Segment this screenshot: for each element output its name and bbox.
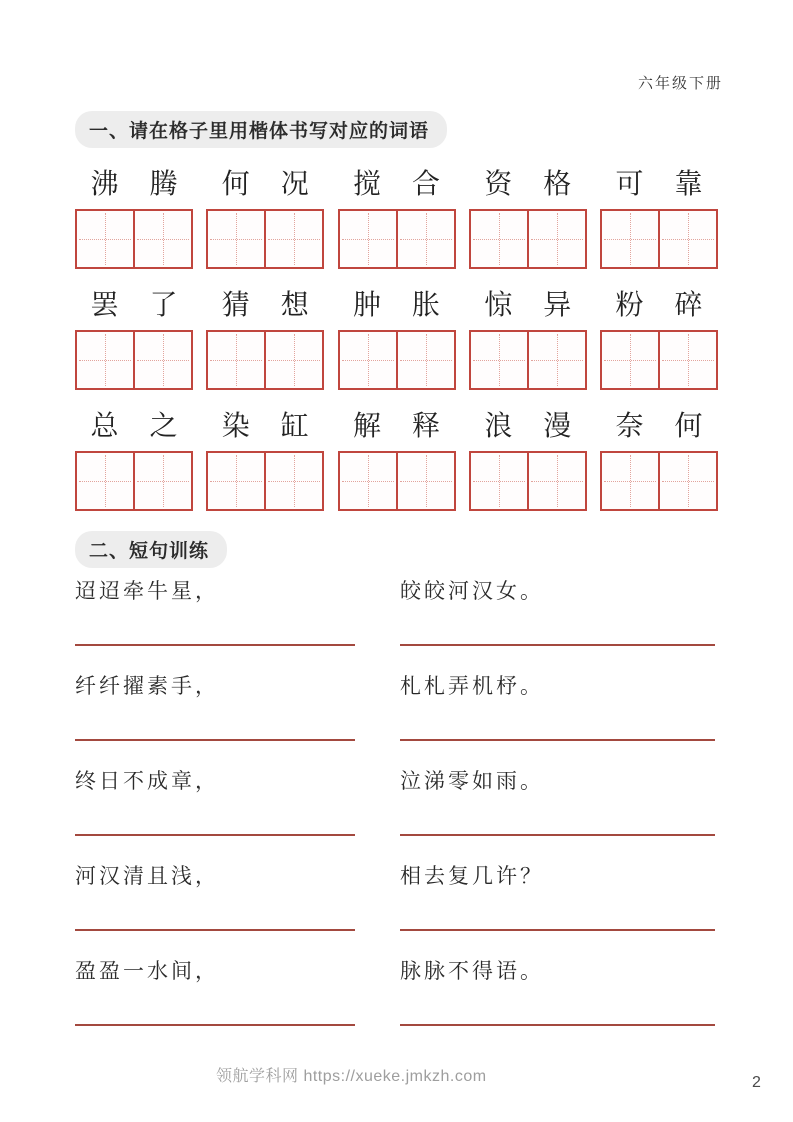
answer-line (400, 834, 715, 836)
sentence-text: 纤纤擢素手， (75, 674, 219, 698)
grid-cell (471, 211, 527, 267)
word-char: 染 (221, 411, 250, 442)
sentence-text: 皎皎河汉女。 (400, 579, 544, 603)
writing-grid (338, 209, 456, 269)
grid-cell (602, 332, 658, 388)
grid-cell (658, 453, 716, 509)
word-char: 想 (280, 290, 309, 321)
grid-cell (133, 211, 191, 267)
grid-cell (208, 211, 264, 267)
grid-cell (264, 211, 322, 267)
writing-grid (469, 330, 587, 390)
word-char: 异 (543, 290, 572, 321)
sentence-text: 终日不成章， (75, 769, 219, 793)
section1-title: 一、请在格子里用楷体书写对应的词语 (75, 111, 447, 148)
sentence-text: 盈盈一水间， (75, 959, 219, 983)
word-label (469, 411, 587, 442)
sentence-text: 札札弄机杼。 (400, 674, 544, 698)
word-unit (75, 169, 193, 269)
word-label (75, 169, 193, 200)
word-char: 浪 (484, 411, 513, 442)
writing-grid (338, 330, 456, 390)
grid-cell (264, 332, 322, 388)
word-unit (600, 290, 718, 390)
answer-line (75, 739, 355, 741)
word-char: 何 (674, 411, 703, 442)
word-label (600, 169, 718, 200)
word-char: 胀 (411, 290, 440, 321)
grid-cell (658, 211, 716, 267)
word-char: 可 (615, 169, 644, 200)
word-char: 释 (411, 411, 440, 442)
writing-grid (75, 330, 193, 390)
writing-grid (600, 451, 718, 511)
word-unit (206, 290, 324, 390)
word-label (75, 290, 193, 321)
writing-grid (600, 330, 718, 390)
word-char: 缸 (280, 411, 309, 442)
word-char: 合 (411, 169, 440, 200)
answer-line (400, 739, 715, 741)
word-char: 何 (221, 169, 250, 200)
sentence-training-grid (75, 576, 718, 1026)
header-grade-label: 六年级下册 (637, 76, 723, 92)
answer-line (400, 929, 715, 931)
word-char: 了 (149, 290, 178, 321)
word-label (338, 411, 456, 442)
writing-grid (75, 209, 193, 269)
word-char: 况 (280, 169, 309, 200)
writing-grid (469, 209, 587, 269)
grid-cell (396, 332, 454, 388)
word-char: 解 (352, 411, 381, 442)
grid-cell (527, 453, 585, 509)
word-unit (338, 169, 456, 269)
writing-grid (206, 451, 324, 511)
page-number: 2 (752, 1074, 761, 1091)
word-char: 搅 (352, 169, 381, 200)
word-char: 罢 (90, 290, 119, 321)
word-label (206, 290, 324, 321)
grid-cell (340, 453, 396, 509)
sentence-row-1 (75, 576, 718, 646)
grid-cell (658, 332, 716, 388)
answer-line (400, 1024, 715, 1026)
grid-cell (602, 453, 658, 509)
sentence-row-2 (75, 671, 718, 741)
sentence-text: 迢迢牵牛星， (75, 579, 219, 603)
word-unit (600, 169, 718, 269)
word-char: 惊 (484, 290, 513, 321)
writing-grid (206, 330, 324, 390)
footer-watermark: 领航学科网 https://xueke.jmkzh.com (216, 1068, 487, 1085)
word-label (338, 169, 456, 200)
word-label (469, 290, 587, 321)
word-char: 资 (484, 169, 513, 200)
writing-grid (75, 451, 193, 511)
word-label (600, 411, 718, 442)
word-unit (75, 290, 193, 390)
word-char: 靠 (674, 169, 703, 200)
word-char: 沸 (90, 169, 119, 200)
word-char: 格 (543, 169, 572, 200)
grid-cell (471, 453, 527, 509)
word-unit (469, 169, 587, 269)
word-char: 总 (90, 411, 119, 442)
grid-cell (133, 453, 191, 509)
answer-line (400, 644, 715, 646)
answer-line (75, 929, 355, 931)
answer-line (75, 644, 355, 646)
word-char: 碎 (674, 290, 703, 321)
writing-grid (469, 451, 587, 511)
writing-grid (600, 209, 718, 269)
grid-cell (396, 211, 454, 267)
sentence-text: 脉脉不得语。 (400, 959, 544, 983)
grid-cell (133, 332, 191, 388)
word-label (206, 169, 324, 200)
grid-cell (527, 211, 585, 267)
word-row-1 (75, 169, 718, 269)
grid-cell (264, 453, 322, 509)
section2-title: 二、短句训练 (75, 531, 227, 568)
word-unit (206, 169, 324, 269)
writing-grid (338, 451, 456, 511)
word-unit (338, 411, 456, 511)
word-unit (600, 411, 718, 511)
word-unit (469, 290, 587, 390)
word-unit (206, 411, 324, 511)
word-unit (75, 411, 193, 511)
word-char: 肿 (352, 290, 381, 321)
answer-line (75, 1024, 355, 1026)
content-column (75, 0, 718, 1051)
grid-cell (527, 332, 585, 388)
word-char: 之 (149, 411, 178, 442)
grid-cell (340, 332, 396, 388)
grid-cell (77, 453, 133, 509)
word-label (206, 411, 324, 442)
sentence-row-4 (75, 861, 718, 931)
grid-cell (77, 332, 133, 388)
grid-cell (471, 332, 527, 388)
answer-line (75, 834, 355, 836)
grid-cell (340, 211, 396, 267)
grid-cell (602, 211, 658, 267)
word-label (75, 411, 193, 442)
word-row-3 (75, 411, 718, 511)
word-label (600, 290, 718, 321)
word-unit (338, 290, 456, 390)
word-char: 腾 (149, 169, 178, 200)
grid-cell (208, 332, 264, 388)
word-char: 漫 (543, 411, 572, 442)
sentence-row-3 (75, 766, 718, 836)
sentence-text: 相去复几许？ (400, 864, 544, 888)
sentence-row-5 (75, 956, 718, 1026)
grid-cell (77, 211, 133, 267)
word-label (338, 290, 456, 321)
grid-cell (396, 453, 454, 509)
word-unit (469, 411, 587, 511)
word-row-2 (75, 290, 718, 390)
grid-cell (208, 453, 264, 509)
word-char: 粉 (615, 290, 644, 321)
writing-grid (206, 209, 324, 269)
sentence-text: 泣涕零如雨。 (400, 769, 544, 793)
word-char: 猜 (221, 290, 250, 321)
word-char: 奈 (615, 411, 644, 442)
sentence-text: 河汉清且浅， (75, 864, 219, 888)
word-label (469, 169, 587, 200)
